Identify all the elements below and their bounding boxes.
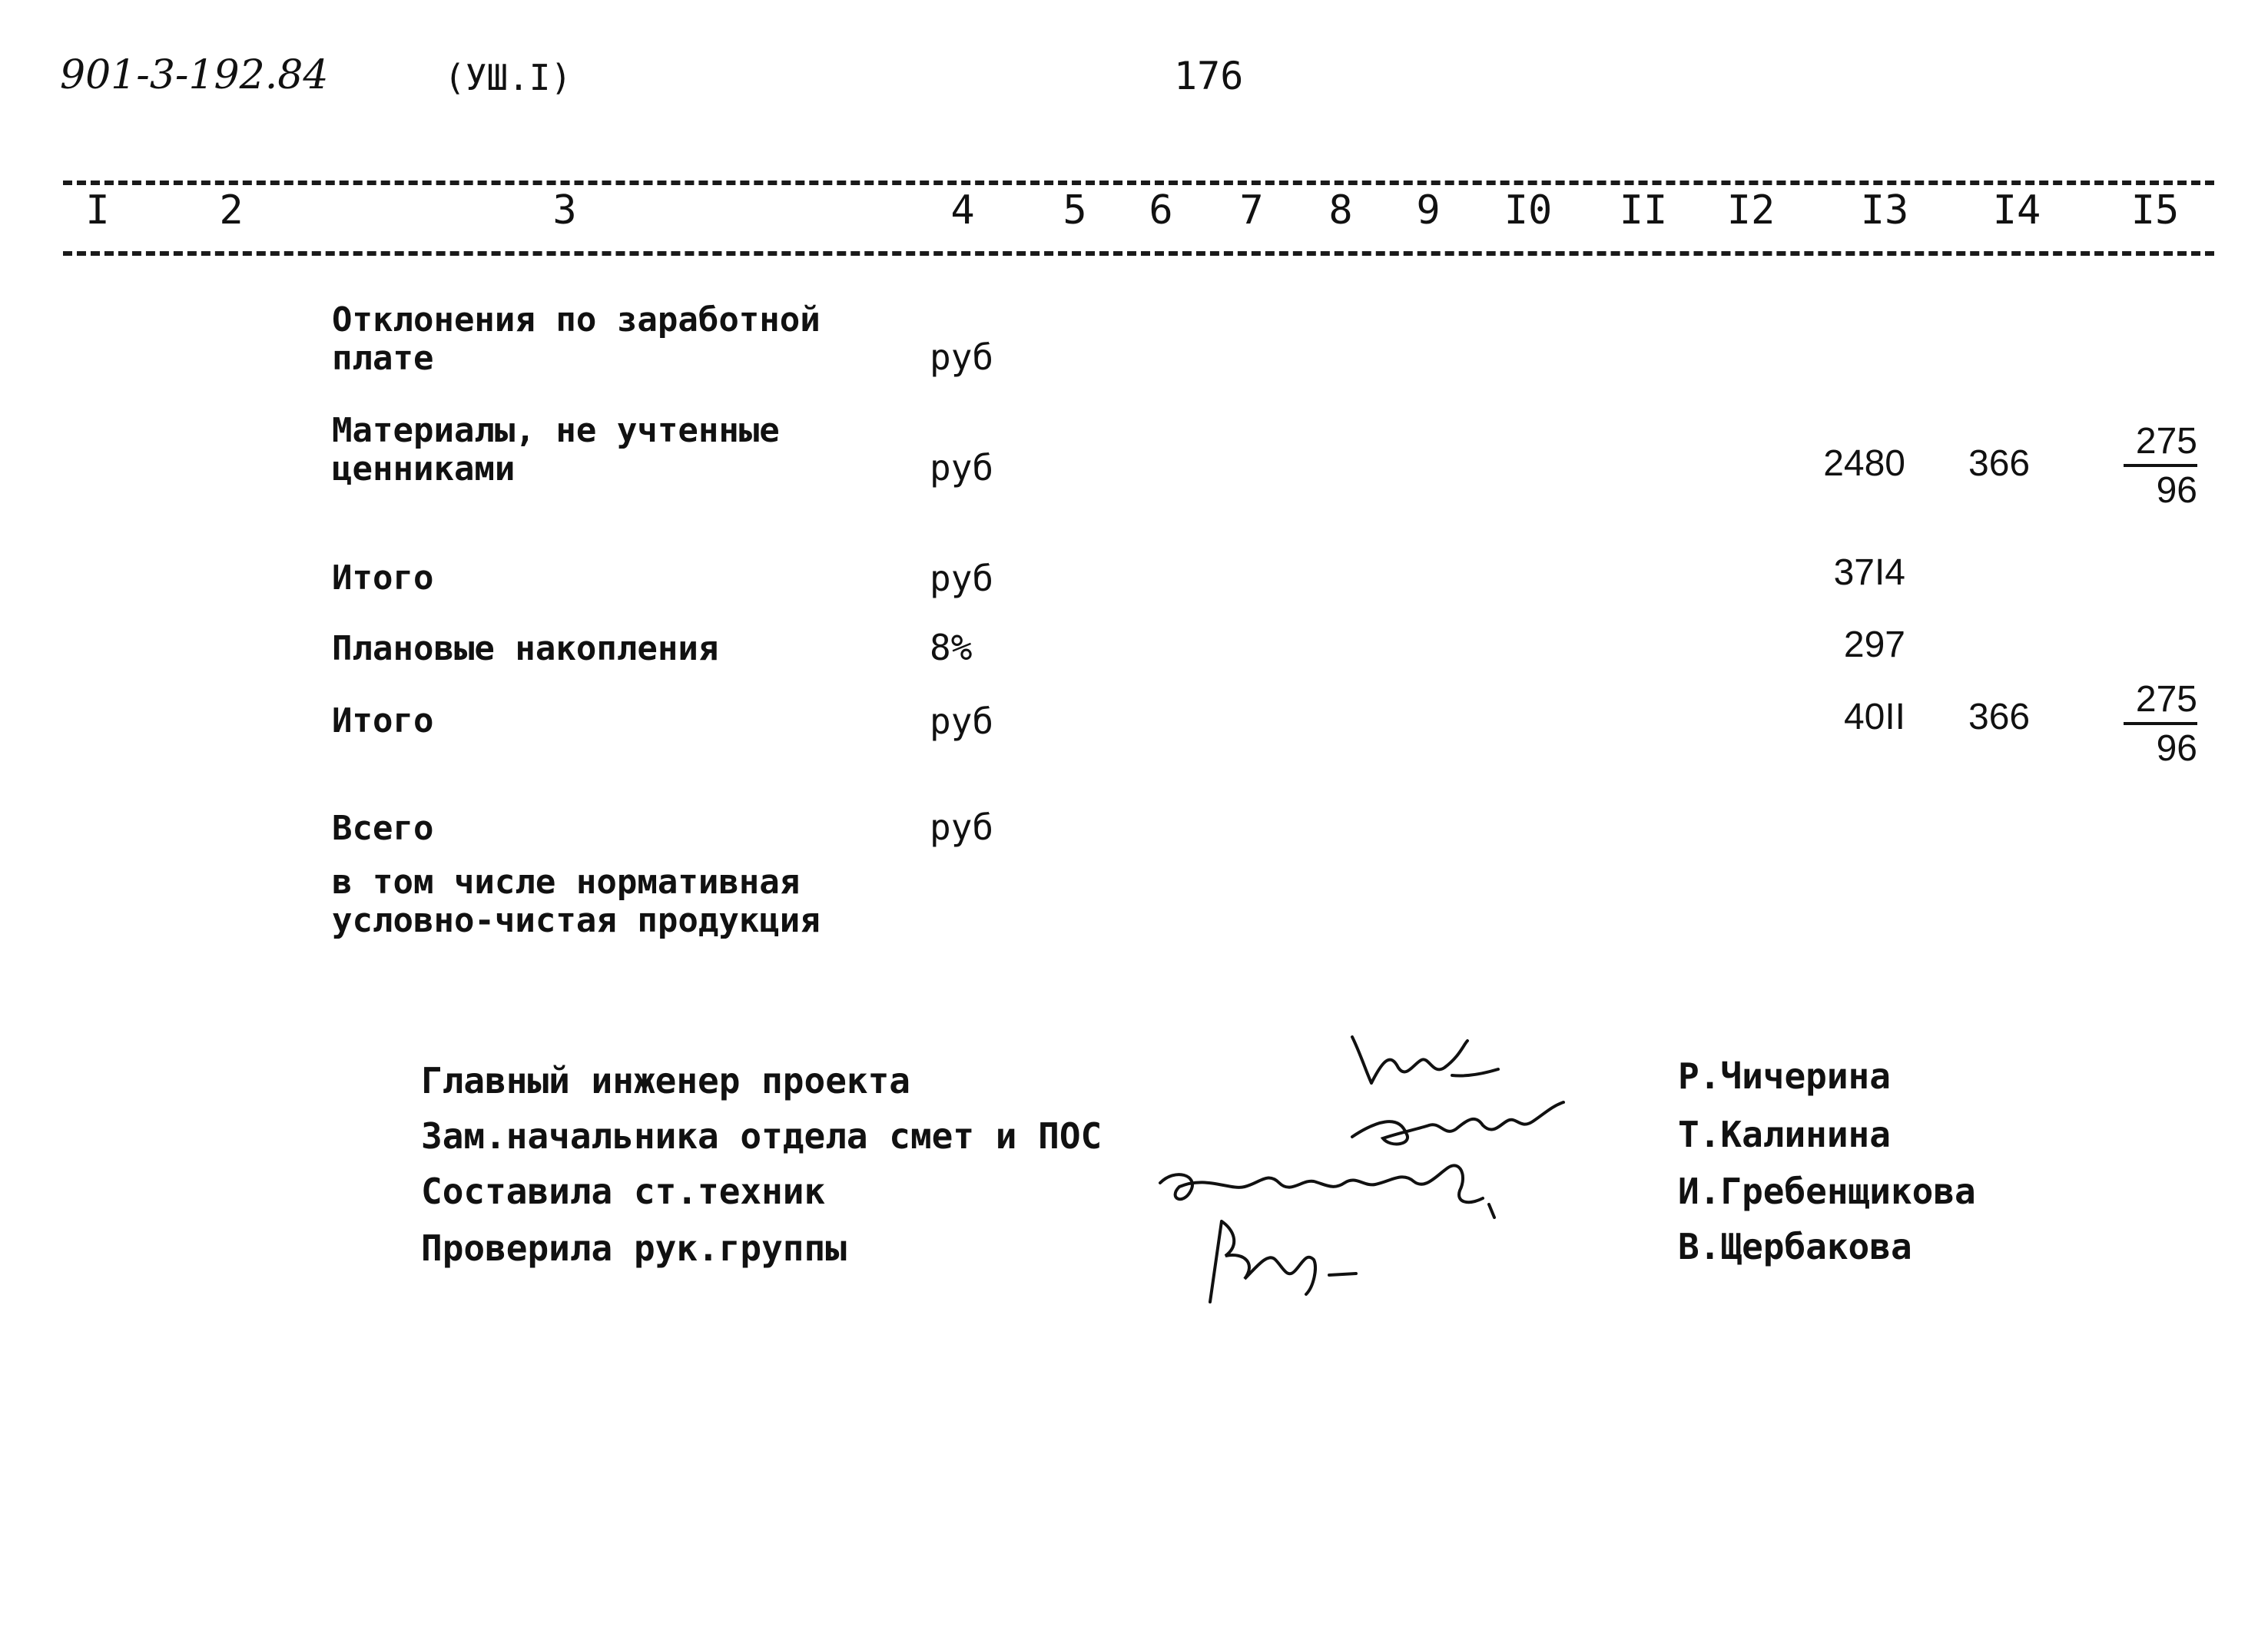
row-col13-value: 297 xyxy=(1843,624,1905,665)
signatory-name: В.Щербакова xyxy=(1678,1226,1912,1267)
row-label-line1: в том числе нормативная xyxy=(332,863,801,902)
fraction-numerator: 275 xyxy=(2135,679,2197,720)
column-number: 3 xyxy=(552,187,577,234)
document-code: 901-3-192.84 xyxy=(60,52,329,98)
column-number: I3 xyxy=(1860,187,1909,234)
row-label-line2: ценниками xyxy=(332,449,516,489)
column-number: 7 xyxy=(1239,187,1264,234)
signatory-title: Зам.начальника отдела смет и ПОС xyxy=(421,1115,1102,1157)
column-number: I2 xyxy=(1726,187,1776,234)
row-col14-value: 366 xyxy=(1968,443,2031,484)
signatory-title: Составила ст.техник xyxy=(421,1171,826,1212)
row-label: Плановые накопления xyxy=(332,629,719,668)
fraction-bar xyxy=(2124,464,2197,467)
row-label: Итого xyxy=(332,558,434,598)
column-number: II xyxy=(1619,187,1668,234)
column-number: 6 xyxy=(1149,187,1173,234)
fraction-numerator: 275 xyxy=(2135,421,2197,462)
row-label: Всего xyxy=(332,809,434,848)
row-label-line2: плате xyxy=(332,339,434,378)
row-col13-value: 40II xyxy=(1843,697,1905,737)
handwritten-signature xyxy=(1199,1206,1368,1306)
column-number: 9 xyxy=(1416,187,1441,234)
fraction-denominator: 96 xyxy=(2156,470,2197,511)
row-label-line2: условно-чистая продукция xyxy=(332,901,821,940)
row-col15-fraction xyxy=(2113,679,2197,770)
row-label-line1: Материалы, не учтенные xyxy=(332,411,780,450)
column-number: 8 xyxy=(1328,187,1353,234)
row-col13-value: 37I4 xyxy=(1833,552,1905,593)
signatory-name: Т.Калинина xyxy=(1678,1114,1891,1155)
signatory-name: И.Гребенщикова xyxy=(1678,1171,1976,1212)
row-col14-value: 366 xyxy=(1968,697,2031,737)
row-unit: руб xyxy=(930,447,994,489)
row-label: Итого xyxy=(332,701,434,740)
signatory-name: Р.Чичерина xyxy=(1678,1055,1891,1097)
fraction-denominator: 96 xyxy=(2156,728,2197,769)
column-number: 2 xyxy=(219,187,244,234)
row-unit: руб xyxy=(930,336,994,378)
column-number: I xyxy=(85,187,110,234)
handwritten-signature xyxy=(1337,1022,1506,1098)
row-unit: руб xyxy=(930,558,994,599)
row-label-line1: Отклонения по заработной xyxy=(332,300,821,340)
header-rule-top xyxy=(63,181,2214,185)
sheet-reference: (УШ.I) xyxy=(444,57,572,98)
column-number: 5 xyxy=(1063,187,1087,234)
row-unit: руб xyxy=(930,701,994,742)
fraction-bar xyxy=(2124,722,2197,725)
column-number: I5 xyxy=(2130,187,2180,234)
column-number: 4 xyxy=(950,187,975,234)
header-rule-bottom xyxy=(63,251,2214,256)
row-col15-fraction xyxy=(2113,421,2197,512)
row-unit: 8% xyxy=(930,627,973,668)
page-number: 176 xyxy=(1174,54,1244,98)
signatory-title: Главный инженер проекта xyxy=(421,1060,910,1101)
column-number: I4 xyxy=(1992,187,2041,234)
row-unit: руб xyxy=(930,807,994,848)
column-number: I0 xyxy=(1504,187,1553,234)
row-col13-value: 2480 xyxy=(1823,443,1905,484)
signatory-title: Проверила рук.группы xyxy=(421,1227,847,1269)
